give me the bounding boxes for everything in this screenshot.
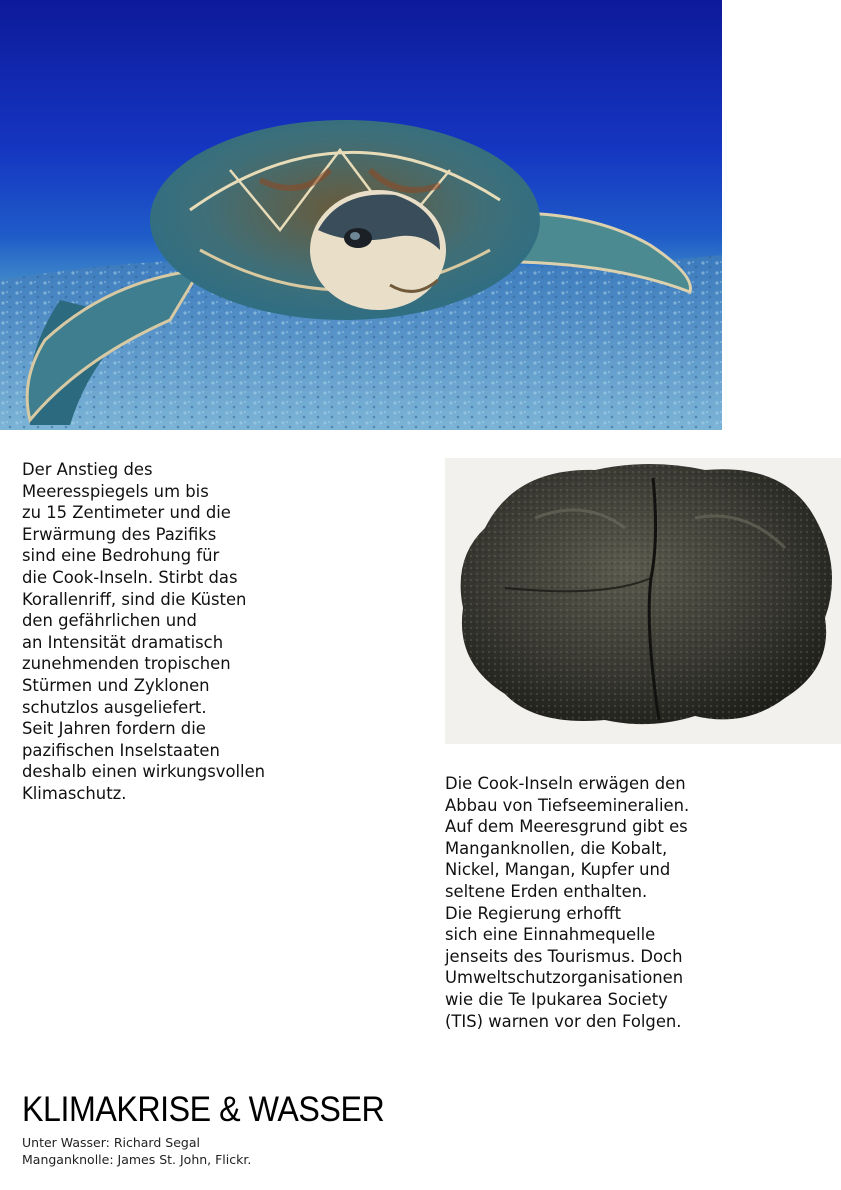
turtle-photo — [0, 0, 722, 430]
page-headline: KLIMAKRISE & WASSER — [22, 1090, 385, 1129]
credit-nodule: Manganknolle: James St. John, Flickr. — [22, 1152, 252, 1167]
manganese-nodule-photo — [445, 458, 841, 744]
left-body-text: Der Anstieg des Meeresspiegels um bis zu 15 Zentimeter und die Erwärmung des Pazifiks sind eine Bedrohung für die Cook-Inseln. Stirbt das Korallenriff, sind die Küsten den gefährlichen und an Intensität dramatisch zunehmenden tropischen Stürmen und Zyklonen schutzlos ausgeliefert. Seit Jahren fordern die pazifischen Inselstaaten deshalb einen wirkungsvollen Klimaschutz. — [22, 460, 266, 803]
credit-underwater: Unter Wasser: Richard Segal — [22, 1135, 200, 1150]
right-body-text: Die Cook-Inseln erwägen den Abbau von Tiefseemineralien. Auf dem Meeresgrund gibt es Manganknollen, die Kobalt, Nickel, Mangan, Kupfer und seltene Erden enthalten. Die Regierung erhofft sich eine Einnahmequelle jenseits des Tourismus. Doch Umweltschutzorganisationen wie die Te Ipukarea Society (TIS) warnen vor den Folgen. — [445, 774, 690, 1031]
photo-credits — [22, 1134, 251, 1168]
